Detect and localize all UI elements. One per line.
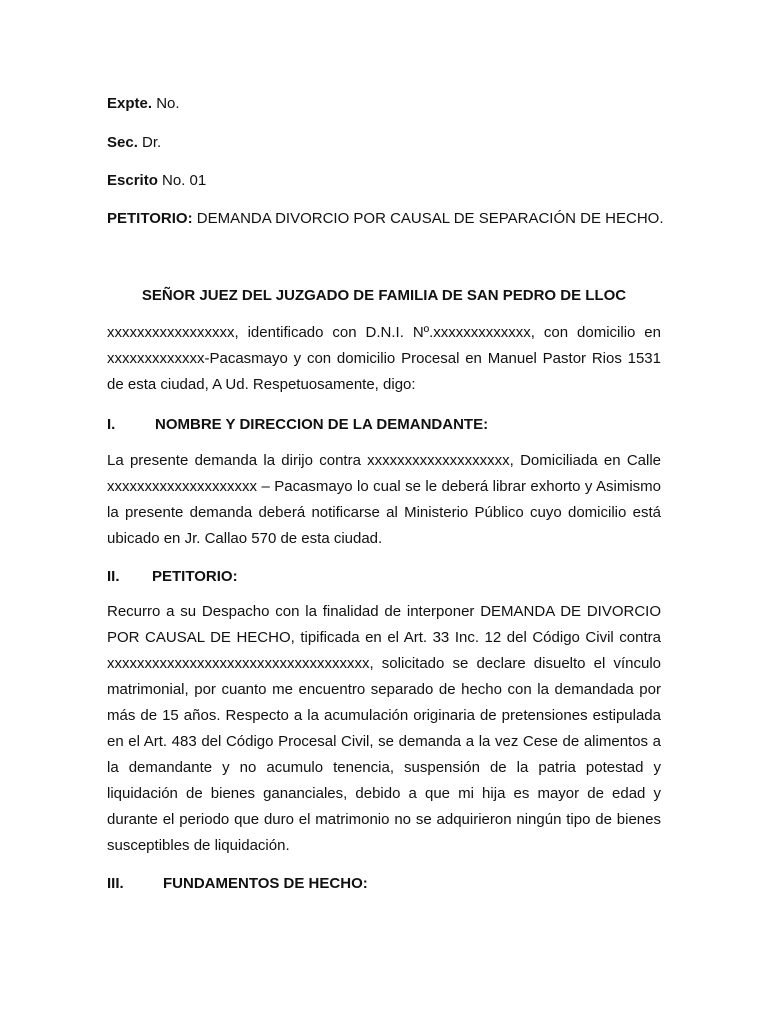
expte-value: No. — [156, 95, 180, 112]
sec-label: Sec. — [107, 134, 138, 151]
escrito-value: No. 01 — [162, 172, 207, 189]
expte-label: Expte. — [107, 95, 153, 112]
expte-line — [107, 94, 180, 114]
section-heading-3 — [107, 874, 661, 894]
escrito-line — [107, 171, 206, 191]
sec-value: Dr. — [142, 134, 162, 151]
section-heading-1 — [107, 415, 661, 435]
section-title: FUNDAMENTOS DE HECHO: — [163, 875, 368, 892]
section-heading-2 — [107, 567, 661, 587]
section-body-2: Recurro a su Despacho con la finalidad de interponer DEMANDA DE DIVORCIO POR CAUSAL DE HECHO, tipificada en el Art. 33 Inc. 12 del Código Civil contra xxxxxxxxxxxxxxxxxxxxxxxxxxxxxxxxxxx, solicitado se declare disuelto el vínculo matrimonial, por cuanto me encuentro separado de hecho con la demandada por más de 15 años. Respecto a la acumulación originaria de pretensiones estipulada en el Art. 483 del Código Procesal Civil, se demanda a la vez Cese de alimentos a la demandante y no acumulo tenencia, suspensión de la patria potestad y liquidación de bienes gananciales, debido a que mi hija es mayor de edad y durante el periodo que duro el matrimonio no se adquirieron ningún tipo de bienes susceptibles de liquidación. — [107, 603, 661, 854]
intro-paragraph: xxxxxxxxxxxxxxxxx, identificado con D.N.I. Nº.xxxxxxxxxxxxx, con domicilio en xxxxxxxxxxxxx-Pacasmayo y con domicilio Procesal en Manuel Pastor Rios 1531 de esta ciudad, A Ud. Respetuosamente, digo: — [107, 324, 661, 393]
petitorio-line — [107, 209, 664, 229]
section-title: PETITORIO: — [152, 568, 238, 585]
sec-line — [107, 133, 161, 153]
document-title: SEÑOR JUEZ DEL JUZGADO DE FAMILIA DE SAN PEDRO DE LLOC — [141, 287, 627, 304]
section-number: II. — [107, 568, 120, 585]
escrito-label: Escrito — [107, 172, 158, 189]
section-number: I. — [107, 416, 116, 433]
section-title: NOMBRE Y DIRECCION DE LA DEMANDANTE: — [155, 416, 489, 433]
petitorio-value: DEMANDA DIVORCIO POR CAUSAL DE SEPARACIÓN DE HECHO. — [196, 210, 664, 227]
section-body-1: La presente demanda la dirijo contra xxxxxxxxxxxxxxxxxxx, Domiciliada en Calle xxxxxxxxxxxxxxxxxxxx – Pacasmayo lo cual se le deberá librar exhorto y Asimismo la presente demanda deberá notificarse al Ministerio Público cuyo domicilio está ubicado en Jr. Callao 570 de esta ciudad. — [107, 452, 661, 547]
petitorio-label: PETITORIO: — [107, 210, 193, 227]
section-number: III. — [107, 875, 124, 892]
